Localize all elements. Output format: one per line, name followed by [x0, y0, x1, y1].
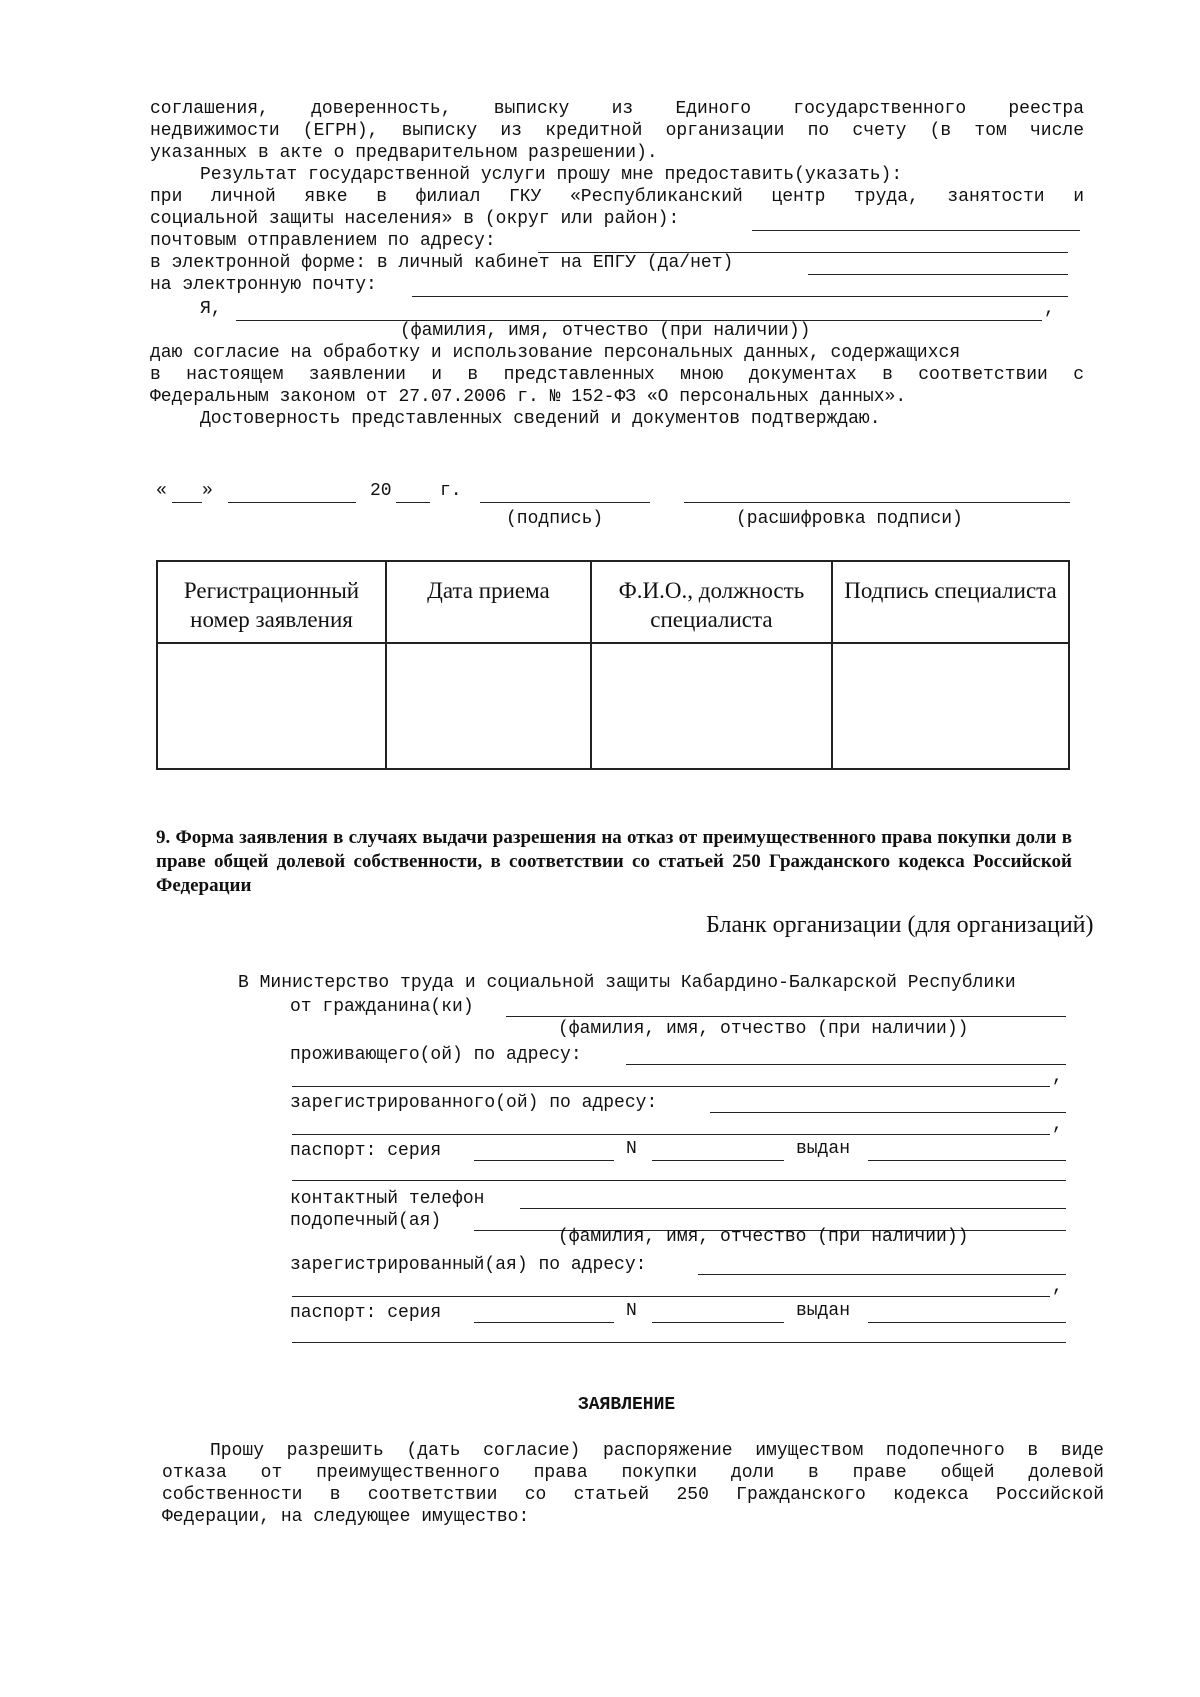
header-specialist: Ф.И.О., должность специалиста — [591, 561, 832, 643]
passport-n-label: N — [626, 1139, 637, 1159]
statement-line: собственности в соответствии со статьей 250 Гражданского кодекса Российской — [162, 1485, 1104, 1505]
comma: , — [1052, 1115, 1063, 1135]
year-prefix: 20 — [370, 481, 392, 501]
email-field[interactable] — [412, 296, 1068, 297]
option-personal-line2: социальной защиты населения» в (округ или район): — [150, 209, 680, 229]
registered-address-field-2[interactable] — [292, 1134, 1050, 1135]
specialist-cell[interactable] — [591, 643, 832, 769]
epgu-field[interactable] — [808, 274, 1068, 275]
confirm-line: Достоверность представленных сведений и документов подтверждаю. — [200, 409, 881, 429]
ward-passport-issued-label: выдан — [796, 1301, 851, 1321]
ward-registered-field[interactable] — [698, 1274, 1066, 1275]
ward-passport-series-label: паспорт: серия — [290, 1303, 442, 1323]
living-address-label: проживающего(ой) по адресу: — [290, 1045, 582, 1065]
ward-registered-field-2[interactable] — [292, 1296, 1050, 1297]
option-email-label: на электронную почту: — [150, 275, 377, 295]
statement-line: отказа от преимущественного права покупки доли в праве общей долевой — [162, 1463, 1104, 1483]
passport-issued-label: выдан — [796, 1139, 851, 1159]
quote-close: » — [202, 481, 213, 501]
fio-hint: (фамилия, имя, отчество (при наличии)) — [400, 321, 811, 341]
passport-issued-field[interactable] — [868, 1160, 1066, 1161]
living-address-field-2[interactable] — [292, 1086, 1050, 1087]
registered-address-label: зарегистрированного(ой) по адресу: — [290, 1093, 658, 1113]
district-field[interactable] — [752, 230, 1080, 231]
paragraph-line: указанных в акте о предварительном разрешении). — [150, 143, 658, 163]
option-epgu-label: в электронной форме: в личный кабинет на ЕПГУ (да/нет) — [150, 253, 734, 273]
consent-line: даю согласие на обработку и использование персональных данных, содержащихся — [150, 343, 961, 363]
passport-series-field[interactable] — [474, 1160, 614, 1161]
year-suffix: г. — [440, 481, 462, 501]
fio-hint: (фамилия, имя, отчество (при наличии)) — [558, 1019, 969, 1039]
phone-label: контактный телефон — [290, 1189, 485, 1209]
statement-line: Федерации, на следующее имущество: — [162, 1507, 530, 1527]
decode-hint: (расшифровка подписи) — [736, 509, 963, 529]
blank-label: Бланк организации (для организаций) — [706, 912, 1094, 938]
ward-passport-issued-field[interactable] — [868, 1322, 1066, 1323]
date-cell[interactable] — [386, 643, 591, 769]
table-row — [157, 643, 1069, 769]
ward-registered-label: зарегистрированный(ая) по адресу: — [290, 1255, 647, 1275]
registration-table — [156, 560, 1070, 770]
year-field[interactable] — [396, 502, 430, 503]
day-field[interactable] — [172, 502, 202, 503]
consent-line: Федеральным законом от 27.07.2006 г. № 152-ФЗ «О персональных данных». — [150, 387, 907, 407]
month-field[interactable] — [228, 502, 356, 503]
comma: , — [1052, 1067, 1063, 1087]
reg-number-cell[interactable] — [157, 643, 386, 769]
ward-fio-hint: (фамилия, имя, отчество (при наличии)) — [558, 1227, 969, 1247]
ward-passport-number-field[interactable] — [652, 1322, 784, 1323]
ward-passport-issued-field-2[interactable] — [292, 1342, 1066, 1343]
option-post-label: почтовым отправлением по адресу: — [150, 231, 496, 251]
consent-line: в настоящем заявлении и в представленных мною документах в соответствии с — [150, 365, 1084, 385]
option-personal-line1: при личной явке в филиал ГКУ «Республиканский центр труда, занятости и — [150, 187, 1084, 207]
ward-passport-series-field[interactable] — [474, 1322, 614, 1323]
table-header-row — [157, 561, 1069, 643]
paragraph-line: недвижимости (ЕГРН), выписку из кредитной организации по счету (в том числе — [150, 121, 1084, 141]
ward-passport-n-label: N — [626, 1301, 637, 1321]
signature-decode-field[interactable] — [684, 502, 1070, 503]
signature-cell[interactable] — [832, 643, 1069, 769]
statement-title: ЗАЯВЛЕНИЕ — [578, 1395, 676, 1415]
section-title: 9. Форма заявления в случаях выдачи разрешения на отказ от преимущественного права покупки доли в праве общей долевой собственности, в соответствии со статьей 250 Гражданского кодекса Российской Федерации — [156, 827, 1072, 896]
living-address-field[interactable] — [626, 1064, 1066, 1065]
ward-label: подопечный(ая) — [290, 1211, 442, 1231]
sign-hint: (подпись) — [506, 509, 604, 529]
header-reg-number: Регистрационный номер заявления — [157, 561, 386, 643]
comma: , — [1044, 299, 1055, 319]
passport-series-label: паспорт: серия — [290, 1141, 442, 1161]
header-date: Дата приема — [386, 561, 591, 643]
quote-open: « — [156, 481, 167, 501]
header-signature: Подпись специалиста — [832, 561, 1069, 643]
signature-field[interactable] — [480, 502, 650, 503]
passport-issued-field-2[interactable] — [292, 1180, 1066, 1181]
registered-address-field[interactable] — [710, 1112, 1066, 1113]
statement-line: Прошу разрешить (дать согласие) распоряжение имуществом подопечного в виде — [210, 1441, 1104, 1461]
paragraph-line: соглашения, доверенность, выписку из Единого государственного реестра — [150, 99, 1084, 119]
comma: , — [1052, 1277, 1063, 1297]
i-label: Я, — [200, 299, 222, 319]
phone-field[interactable] — [520, 1208, 1066, 1209]
from-citizen-label: от гражданина(ки) — [290, 997, 474, 1017]
passport-number-field[interactable] — [652, 1160, 784, 1161]
citizen-fio-field[interactable] — [506, 1016, 1066, 1017]
ministry-line: В Министерство труда и социальной защиты Кабардино-Балкарской Республики — [238, 973, 1016, 993]
result-intro: Результат государственной услуги прошу мне предоставить(указать): — [200, 165, 903, 185]
